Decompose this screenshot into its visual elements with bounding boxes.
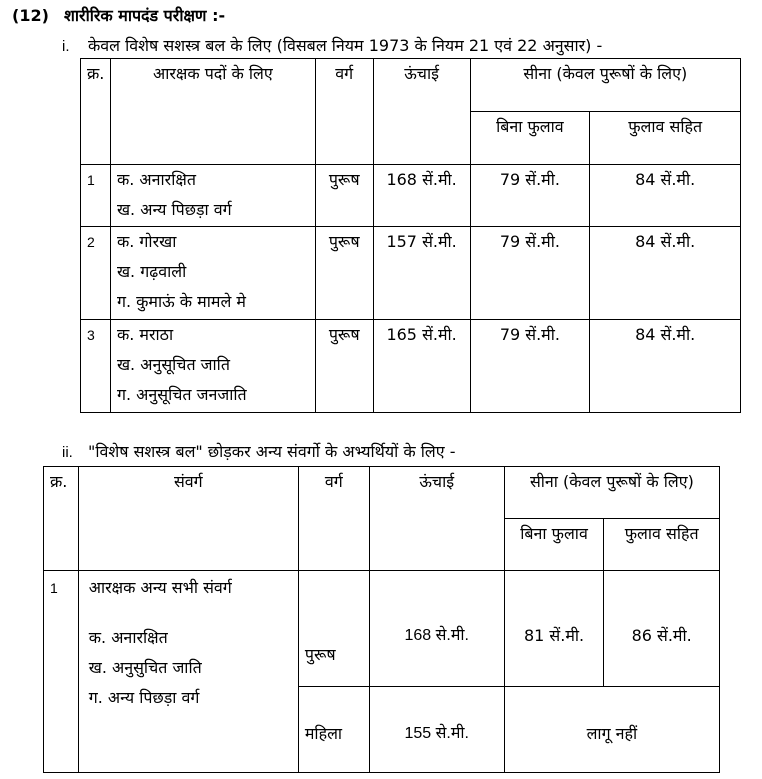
row-posts [110, 320, 315, 413]
row-sno: 1 [44, 571, 79, 773]
row-category: पुरूष [315, 165, 373, 227]
post-item: ग. अनुसूचित जनजाति [116, 385, 247, 404]
subsection-2-text: "विशेष सशस्त्र बल" छोड़कर अन्य संवर्गो के अभ्यर्थियों के लिए - [88, 442, 456, 461]
table-row [81, 320, 741, 413]
cadre-item: ख. अनुसुचित जाति [88, 658, 202, 677]
row-expanded: 84 सें.मी. [590, 227, 741, 320]
cadre-item: क. अनारक्षित [88, 628, 168, 647]
post-item: ग. कुमाऊं के मामले मे [116, 292, 246, 311]
header-height: ऊंचाई [373, 59, 470, 165]
row-posts [110, 227, 315, 320]
table-special-armed-force [80, 58, 741, 413]
row-female-height: 155 से.मी. [369, 687, 504, 773]
post-item: क. मराठा [116, 325, 174, 344]
row-unexpanded: 79 सें.मी. [470, 165, 590, 227]
post-item: क. गोरखा [116, 232, 177, 251]
row-sno: 1 [81, 165, 111, 227]
table-other-cadres [43, 466, 720, 773]
row-male-unexpanded: 81 सें.मी. [504, 571, 604, 687]
header-category: वर्ग [315, 59, 373, 165]
subsection-2-roman: ii. [62, 444, 73, 461]
row-female-category: महिला [298, 687, 369, 773]
row-cadres [78, 571, 298, 773]
header-unexpanded: बिना फुलाव [470, 112, 590, 165]
row-male-height: 168 से.मी. [369, 571, 504, 687]
header-chest: सीना (केवल पुरूषों के लिए) [470, 59, 740, 112]
post-item: ख. अन्य पिछड़ा वर्ग [116, 200, 232, 219]
header-expanded: फुलाव सहित [590, 112, 741, 165]
row-expanded: 84 सें.मी. [590, 165, 741, 227]
header-height: ऊंचाई [369, 467, 504, 571]
row-posts [110, 165, 315, 227]
header-sno: क्र. [81, 59, 111, 165]
header-sno: क्र. [44, 467, 79, 571]
row-height: 157 सें.मी. [373, 227, 470, 320]
header-expanded: फुलाव सहित [604, 519, 720, 571]
header-category: वर्ग [298, 467, 369, 571]
subsection-1-title [62, 34, 602, 56]
row-unexpanded: 79 सें.मी. [470, 227, 590, 320]
subsection-1-roman: i. [62, 38, 70, 55]
row-height: 165 सें.मी. [373, 320, 470, 413]
row-female-chest: लागू नहीं [504, 687, 719, 773]
row-height: 168 सें.मी. [373, 165, 470, 227]
section-number: (12) [12, 6, 49, 25]
row-sno: 2 [81, 227, 111, 320]
table-row [81, 227, 741, 320]
post-item: ख. अनुसूचित जाति [116, 355, 230, 374]
header-unexpanded: बिना फुलाव [504, 519, 604, 571]
header-post: आरक्षक पदों के लिए [110, 59, 315, 165]
table-row [81, 165, 741, 227]
cadre-title: आरक्षक अन्य सभी संवर्ग [88, 578, 232, 597]
subsection-1-text: केवल विशेष सशस्त्र बल के लिए (विसबल नियम 1973 के नियम 21 एवं 22 अनुसार) - [88, 36, 603, 55]
cadre-item: ग. अन्य पिछड़ा वर्ग [88, 688, 200, 707]
table-row [44, 571, 720, 687]
row-unexpanded: 79 सें.मी. [470, 320, 590, 413]
row-expanded: 84 सें.मी. [590, 320, 741, 413]
row-category: पुरूष [315, 227, 373, 320]
section-title: शारीरिक मापदंड परीक्षण :- [64, 6, 226, 25]
subsection-2-title [62, 440, 455, 462]
row-male-expanded: 86 सें.मी. [604, 571, 720, 687]
post-item: क. अनारक्षित [116, 170, 196, 189]
row-category: पुरूष [315, 320, 373, 413]
row-male-category: पुरूष [298, 571, 369, 687]
post-item: ख. गढ़वाली [116, 262, 187, 281]
header-chest: सीना (केवल पुरूषों के लिए) [504, 467, 719, 519]
section-heading [12, 4, 225, 26]
row-sno: 3 [81, 320, 111, 413]
header-cadre: संवर्ग [78, 467, 298, 571]
